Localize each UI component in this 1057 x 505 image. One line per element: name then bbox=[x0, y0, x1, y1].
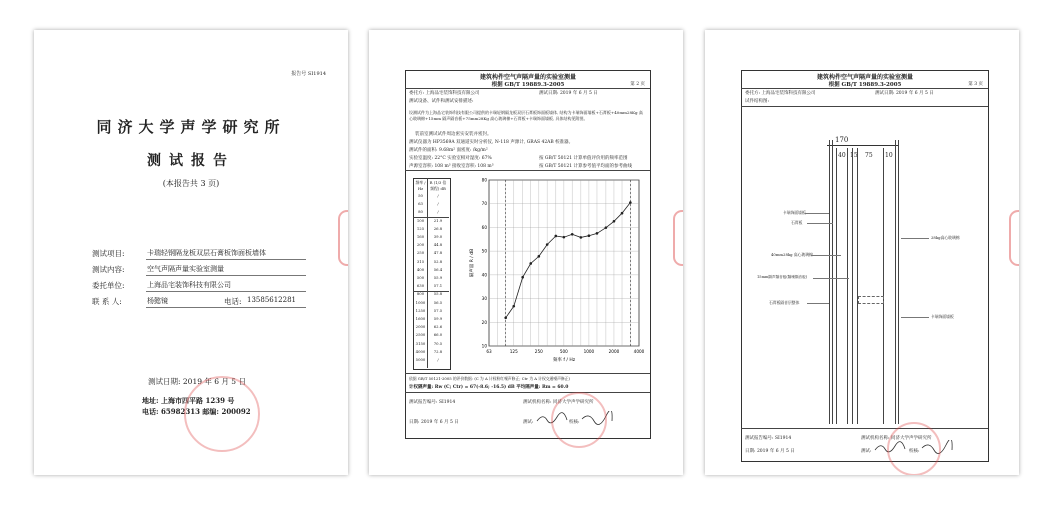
table-cell-r-value: 57.1 bbox=[433, 283, 443, 289]
measured-point bbox=[613, 220, 616, 223]
table-cell-r-value: 52.8 bbox=[433, 258, 443, 264]
measured-point bbox=[521, 276, 524, 279]
field-value-item: 卡瑞轻钢隔龙板双层石膏板饰面板墙体 bbox=[147, 249, 266, 257]
structure-caption: 试件结构图: bbox=[745, 99, 770, 104]
report-number: 测试报告编号: SI1914 bbox=[409, 400, 456, 405]
table-cell-r-value: 72.8 bbox=[433, 348, 443, 354]
y-axis-label: 隔声量 R / dB bbox=[470, 248, 475, 278]
x-axis-label: 频率 f / Hz bbox=[552, 358, 576, 363]
field-label-contact: 联 系 人: bbox=[92, 297, 122, 306]
edge-seal-stamp bbox=[1009, 210, 1019, 266]
red-seal-stamp bbox=[184, 376, 260, 452]
table-cell-r-value: / bbox=[437, 201, 439, 207]
institute-name: 同济大学声学研究所 bbox=[96, 118, 286, 136]
checker-label: 校核: bbox=[909, 449, 920, 454]
table-cell-r-value: 55.9 bbox=[433, 275, 443, 280]
tester-label: 测试: bbox=[861, 449, 872, 454]
measured-point bbox=[621, 212, 624, 215]
table-cell-r-value: 66.0 bbox=[433, 332, 443, 338]
table-cell-frequency: 200 bbox=[416, 242, 425, 248]
lab-environment: 实验室温度: 22°C 实验室相对湿度: 67% bbox=[409, 156, 492, 161]
test-date: 测试日期: 2019 年 6 月 5 日 bbox=[148, 377, 246, 386]
table-cell-frequency: 800 bbox=[416, 291, 425, 297]
x-tick-label: 1000 bbox=[583, 349, 595, 354]
table-cell-r-value: 57.5 bbox=[433, 307, 443, 313]
client: 委托方: 上海品宅装饰科技有限公司 bbox=[745, 91, 816, 96]
field-value-content: 空气声隔声量实验室测量 bbox=[147, 265, 224, 273]
label-gypsum-layer: 石膏板隔音层整体 bbox=[769, 300, 800, 305]
room-volume: 声源室容积: 108 m³ 接收室容积: 108 m³ bbox=[409, 164, 494, 169]
table-cell-r-value: 56.4 bbox=[433, 266, 443, 272]
table-cell-frequency: 630 bbox=[416, 283, 425, 289]
dimension-1: 40 bbox=[838, 152, 846, 159]
y-tick-label: 10 bbox=[481, 343, 487, 349]
table-cell-r-value: / bbox=[437, 209, 439, 215]
label-glass-wool-40: 40mm28kg 高心玻璃棉 bbox=[771, 252, 813, 257]
red-seal-stamp bbox=[551, 392, 607, 448]
measured-point bbox=[580, 236, 583, 239]
table-cell-r-value: / bbox=[437, 357, 439, 362]
measured-point bbox=[629, 201, 632, 204]
header-title: 建筑构件空气声隔声量的实验室测量 bbox=[816, 74, 913, 81]
label-facing-panel: 卡瑞饰面墙板 bbox=[783, 210, 806, 215]
table-cell-frequency: 160 bbox=[416, 234, 425, 239]
dimension-3: 75 bbox=[865, 152, 873, 159]
table-cell-frequency: 1000 bbox=[415, 299, 426, 305]
table-cell-frequency: 500 bbox=[416, 275, 425, 280]
rating-values: 计权隔声量: Rw (C; Ctr) = 67(-8.6; -16.5) dB 平均隔声量: Rm = 60.0 bbox=[409, 385, 569, 390]
table-cell-frequency: 400 bbox=[416, 266, 425, 272]
x-tick-label: 63 bbox=[486, 349, 492, 354]
table-cell-frequency: 1600 bbox=[415, 316, 426, 321]
label-glass-wool-28: 28kg高心玻璃棉 bbox=[931, 235, 960, 240]
table-cell-frequency: 2500 bbox=[415, 332, 426, 338]
measured-point bbox=[546, 243, 549, 246]
y-tick-label: 20 bbox=[481, 319, 487, 325]
page-count: (本报告共 3 页) bbox=[162, 179, 220, 188]
field-value-phone: 13585612281 bbox=[247, 296, 296, 304]
measured-point bbox=[605, 226, 608, 229]
install-note: 装前室测试试件周边密实安装并密封。 bbox=[415, 132, 492, 137]
sound-insulation-chart bbox=[465, 176, 645, 372]
field-label-content: 测试内容: bbox=[92, 265, 125, 274]
checker-label: 校核: bbox=[569, 420, 580, 425]
tester-label: 测试: bbox=[523, 420, 534, 425]
page-label: 第 3 页 bbox=[968, 82, 983, 87]
report-date: 日期: 2019 年 6 月 5 日 bbox=[745, 449, 795, 454]
measured-point bbox=[571, 233, 574, 236]
table-cell-frequency: 3150 bbox=[415, 340, 426, 346]
table-cell-frequency: 4000 bbox=[415, 348, 426, 354]
address: 地址: 上海市四平路 1239 号 bbox=[142, 396, 235, 405]
y-tick-label: 40 bbox=[481, 272, 487, 278]
measured-point bbox=[504, 316, 507, 319]
report-structure-page bbox=[705, 30, 1019, 475]
measured-point bbox=[563, 236, 566, 239]
phone-postcode: 电话: 65982313 邮编: 200092 bbox=[142, 407, 251, 416]
red-seal-stamp bbox=[887, 422, 941, 475]
table-cell-frequency: 63 bbox=[418, 201, 423, 207]
table-cell-frequency: 80 bbox=[418, 209, 423, 215]
label-acoustic-board: 15mm隔声隔音板(隔噪隔音板) bbox=[757, 275, 808, 279]
x-tick-label: 125 bbox=[509, 349, 518, 354]
report-data-page bbox=[369, 30, 683, 475]
table-cell-frequency: 50 bbox=[418, 193, 423, 198]
y-tick-label: 50 bbox=[481, 248, 487, 254]
measured-point bbox=[512, 305, 515, 308]
header-standard: 根据 GB/T 19889.3-2005 bbox=[828, 82, 902, 88]
table-cell-frequency: 100 bbox=[416, 217, 425, 223]
field-label-item: 测试项目: bbox=[92, 249, 125, 258]
field-label-phone: 电话: bbox=[224, 297, 242, 306]
measured-point bbox=[538, 255, 541, 258]
report-date: 日期: 2019 年 6 月 5 日 bbox=[409, 420, 459, 425]
report-frame bbox=[741, 70, 989, 462]
x-tick-label: 2000 bbox=[608, 349, 620, 354]
label-gypsum: 石膏板 bbox=[791, 220, 803, 225]
instrument-info: 测试仪器为 HP3569A 双通道实时分析仪, N-118 声源计, GRAS 42AB 校准器。 bbox=[409, 140, 574, 145]
dimension-total: 170 bbox=[835, 136, 849, 144]
measured-point bbox=[529, 262, 532, 265]
report-number: 测试报告编号: SI1914 bbox=[745, 436, 792, 441]
table-cell-r-value: 62.6 bbox=[433, 324, 443, 330]
legend-reference: 按 GB/T 50121 计算参考值平均面的参考曲线 bbox=[539, 164, 633, 169]
table-cell-r-value: 21.9 bbox=[433, 217, 443, 223]
field-value-client: 上海品宅装饰科技有限公司 bbox=[147, 281, 231, 289]
report-number: 报告号 SI1914 bbox=[291, 71, 326, 77]
measured-point bbox=[596, 232, 599, 235]
table-cell-r-value: 55.8 bbox=[433, 291, 443, 297]
x-tick-label: 500 bbox=[559, 349, 568, 354]
field-label-client: 委托单位: bbox=[92, 281, 125, 290]
joint-detail bbox=[858, 296, 884, 304]
dimension-4: 10 bbox=[885, 152, 893, 159]
client: 委托方: 上海品宅装饰科技有限公司 bbox=[409, 91, 480, 96]
y-tick-label: 60 bbox=[481, 224, 487, 230]
edge-seal-stamp bbox=[338, 210, 348, 266]
table-cell-r-value: 59.9 bbox=[433, 316, 443, 321]
edge-seal-stamp bbox=[673, 210, 683, 266]
measured-point bbox=[554, 235, 557, 238]
test-organization: 测试机构名称: 同济大学声学研究所 bbox=[523, 400, 594, 405]
header-title: 建筑构件空气声隔声量的实验室测量 bbox=[479, 74, 576, 81]
specimen-area: 测试件的面积: 9.68m² 面密度: /kg/m² bbox=[409, 148, 488, 153]
header-standard: 根据 GB/T 19889.3-2005 bbox=[491, 82, 565, 88]
equipment-heading: 测试设备、试件和测试安排描述: bbox=[409, 99, 474, 104]
test-date: 测试日期: 2019 年 6 月 5 日 bbox=[539, 91, 598, 96]
table-cell-r-value: 26.8 bbox=[433, 225, 443, 231]
table-cell-frequency: 315 bbox=[416, 258, 425, 264]
table-cell-frequency: 125 bbox=[416, 225, 425, 231]
table-cell-r-value: 70.5 bbox=[433, 340, 443, 346]
x-tick-label: 250 bbox=[534, 349, 543, 354]
test-organization: 测试机构名称: 同济大学声学研究所 bbox=[861, 436, 932, 441]
measured-series-line bbox=[506, 203, 631, 318]
table-cell-frequency: 2000 bbox=[415, 324, 426, 330]
page-label: 第 2 页 bbox=[630, 82, 645, 87]
y-tick-label: 80 bbox=[481, 177, 487, 183]
table-head-freq: 频率 / Hz bbox=[415, 180, 426, 191]
test-date: 测试日期: 2019 年 6 月 5 日 bbox=[875, 91, 934, 96]
rating-note: 依据 GB/T 50121-2005 的评价数据: (C 为 A 计权粉红噪声修正; Ctr 为 A 计权交通噪声修正) bbox=[409, 376, 571, 381]
table-cell-frequency: 1250 bbox=[415, 307, 426, 313]
report-cover-page bbox=[34, 30, 348, 475]
table-cell-r-value: / bbox=[437, 193, 439, 198]
dimension-2: 15 bbox=[850, 152, 858, 159]
label-facing-panel-right: 卡瑞饰面墙板 bbox=[931, 314, 954, 319]
table-cell-r-value: 47.8 bbox=[433, 250, 443, 256]
y-tick-label: 70 bbox=[481, 201, 487, 207]
legend-range: 按 GB/T 50121 计算单值评价用的频率范围 bbox=[539, 156, 628, 161]
table-head-r: R (1/3 倍频程) dB bbox=[429, 180, 447, 191]
report-title: 测试报告 bbox=[147, 153, 235, 169]
y-tick-label: 30 bbox=[481, 296, 487, 302]
table-cell-r-value: 44.8 bbox=[433, 242, 443, 248]
table-cell-r-value: 39.0 bbox=[433, 234, 443, 239]
table-cell-r-value: 56.5 bbox=[433, 299, 443, 305]
x-tick-label: 4000 bbox=[633, 349, 645, 354]
description-paragraph: 设测试件为上海品宅装饰科技有限公司提供的卡瑞轻钢隔龙板双层石膏板饰面板墙体, 结构为卡瑞饰面墙板+石膏板+40mm28Kg 高心玻璃棉+15mm 隔声隔音板+75mm28Kg 高心玻璃棉+石膏板+卡瑞饰面墙板, 具体结构见附图。 bbox=[409, 110, 643, 121]
field-value-contact: 杨懿镜 bbox=[147, 297, 168, 305]
table-cell-frequency: 5000 bbox=[415, 357, 426, 362]
measured-point bbox=[588, 234, 591, 237]
table-cell-frequency: 250 bbox=[416, 250, 425, 256]
